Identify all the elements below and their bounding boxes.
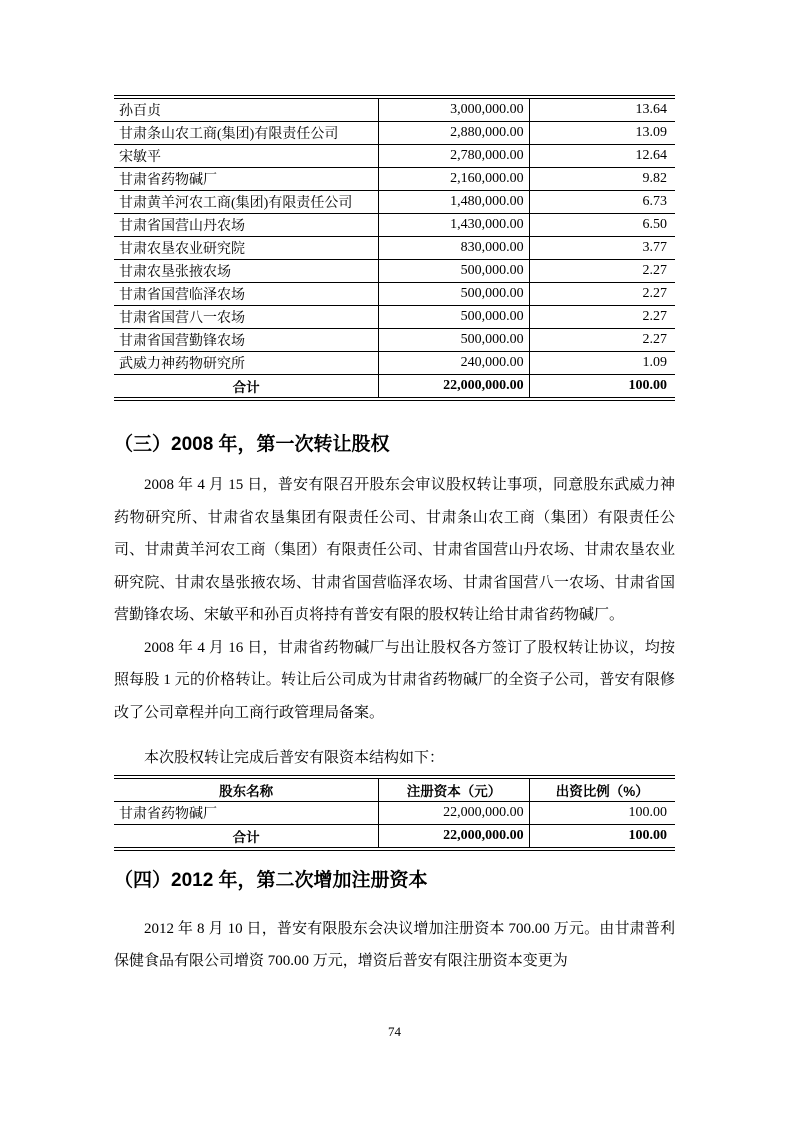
- shareholder-name: 甘肃省国营勤锋农场: [114, 329, 379, 352]
- capital-percent: 2.27: [529, 283, 675, 306]
- shareholder-name: 武威力神药物研究所: [114, 352, 379, 375]
- capital-percent: 13.09: [529, 122, 675, 145]
- table-row: [114, 97, 675, 122]
- section-heading-4: （四）2012 年，第二次增加注册资本: [114, 869, 428, 891]
- total-label: 合计: [114, 824, 379, 849]
- capital-amount: 3,000,000.00: [379, 97, 529, 122]
- paragraph: 2008 年 4 月 16 日，甘肃省药物碱厂与出让股权各方签订了股权转让协议，均按照每股 1 元的价格转让。转让后公司成为甘肃省药物碱厂的全资子公司，普安有限修改了公司章程并向工商行政管理局备案。: [114, 639, 675, 721]
- table-total-row: [114, 375, 675, 400]
- page-content: [114, 0, 675, 978]
- shareholder-name: 甘肃省药物碱厂: [114, 801, 379, 824]
- table-row: [114, 145, 675, 168]
- shareholder-name: 甘肃黄羊河农工商(集团)有限责任公司: [114, 191, 379, 214]
- capital-percent: 6.50: [529, 214, 675, 237]
- capital-amount: 500,000.00: [379, 283, 529, 306]
- paragraph: 2012 年 8 月 10 日，普安有限股东会决议增加注册资本 700.00 万元。由甘肃普利保健食品有限公司增资 700.00 万元，增资后普安有限注册资本变更为: [114, 920, 675, 969]
- paragraph: 本次股权转让完成后普安有限资本结构如下：: [144, 750, 445, 766]
- total-amount: 22,000,000.00: [379, 824, 529, 849]
- capital-percent: 9.82: [529, 168, 675, 191]
- shareholder-table: [114, 95, 675, 401]
- page-number: 74: [388, 1024, 401, 1039]
- total-percent: 100.00: [628, 827, 667, 843]
- total-label: 合计: [114, 375, 379, 400]
- total-percent: 100.00: [628, 378, 667, 393]
- paragraph: 2008 年 4 月 15 日，普安有限召开股东会审议股权转让事项，同意股东武威力神药物研究所、甘肃省农垦集团有限责任公司、甘肃条山农工商（集团）有限责任公司、甘肃黄羊河农工商（集团）有限责任公司、甘肃省国营山丹农场、甘肃农垦农业研究院、甘肃农垦张掖农场、甘肃省国营临泽农场、甘肃省国营八一农场、甘肃省国营勤锋农场、宋敏平和孙百贞将持有普安有限的股权转让给甘肃省药物碱厂。: [114, 477, 675, 623]
- capital-amount: 2,160,000.00: [379, 168, 529, 191]
- table-total-row: [114, 824, 675, 849]
- section-heading-3: （三）2008 年，第一次转让股权: [114, 434, 390, 455]
- shareholder-name: 孙百贞: [114, 97, 379, 122]
- capital-percent: 2.27: [529, 260, 675, 283]
- capital-amount: 500,000.00: [379, 260, 529, 283]
- header-registered-capital: 注册资本（元）: [379, 777, 529, 802]
- capital-amount: 830,000.00: [379, 237, 529, 260]
- shareholder-name: 甘肃条山农工商(集团)有限责任公司: [114, 122, 379, 145]
- shareholder-name: 甘肃省药物碱厂: [114, 168, 379, 191]
- total-amount: 22,000,000.00: [379, 375, 529, 400]
- table-row: [114, 306, 675, 329]
- shareholder-name: 宋敏平: [114, 145, 379, 168]
- table-row: [114, 801, 675, 824]
- table-row: [114, 352, 675, 375]
- capital-structure-table: [114, 775, 675, 851]
- capital-amount: 1,480,000.00: [379, 191, 529, 214]
- shareholder-name: 甘肃农垦农业研究院: [114, 237, 379, 260]
- capital-percent: 6.73: [529, 191, 675, 214]
- shareholder-name: 甘肃农垦张掖农场: [114, 260, 379, 283]
- capital-percent: 3.77: [529, 237, 675, 260]
- capital-percent: 100.00: [529, 801, 675, 824]
- header-contribution-ratio: 出资比例（%）: [529, 777, 675, 802]
- table-row: [114, 214, 675, 237]
- table-row: [114, 260, 675, 283]
- capital-amount: 240,000.00: [379, 352, 529, 375]
- header-shareholder-name: 股东名称: [114, 777, 379, 802]
- shareholder-name: 甘肃省国营山丹农场: [114, 214, 379, 237]
- table-row: [114, 122, 675, 145]
- shareholder-name: 甘肃省国营临泽农场: [114, 283, 379, 306]
- capital-amount: 500,000.00: [379, 329, 529, 352]
- capital-amount: 500,000.00: [379, 306, 529, 329]
- table-row: [114, 237, 675, 260]
- table-row: [114, 168, 675, 191]
- table-row: [114, 191, 675, 214]
- capital-amount: 1,430,000.00: [379, 214, 529, 237]
- capital-percent: 12.64: [529, 145, 675, 168]
- shareholder-name: 甘肃省国营八一农场: [114, 306, 379, 329]
- capital-percent: 2.27: [529, 329, 675, 352]
- table-row: [114, 283, 675, 306]
- capital-amount: 2,880,000.00: [379, 122, 529, 145]
- capital-percent: 13.64: [529, 97, 675, 122]
- capital-amount: 22,000,000.00: [379, 801, 529, 824]
- table-row: [114, 329, 675, 352]
- table-header-row: [114, 777, 675, 802]
- capital-percent: 1.09: [529, 352, 675, 375]
- capital-percent: 2.27: [529, 306, 675, 329]
- capital-amount: 2,780,000.00: [379, 145, 529, 168]
